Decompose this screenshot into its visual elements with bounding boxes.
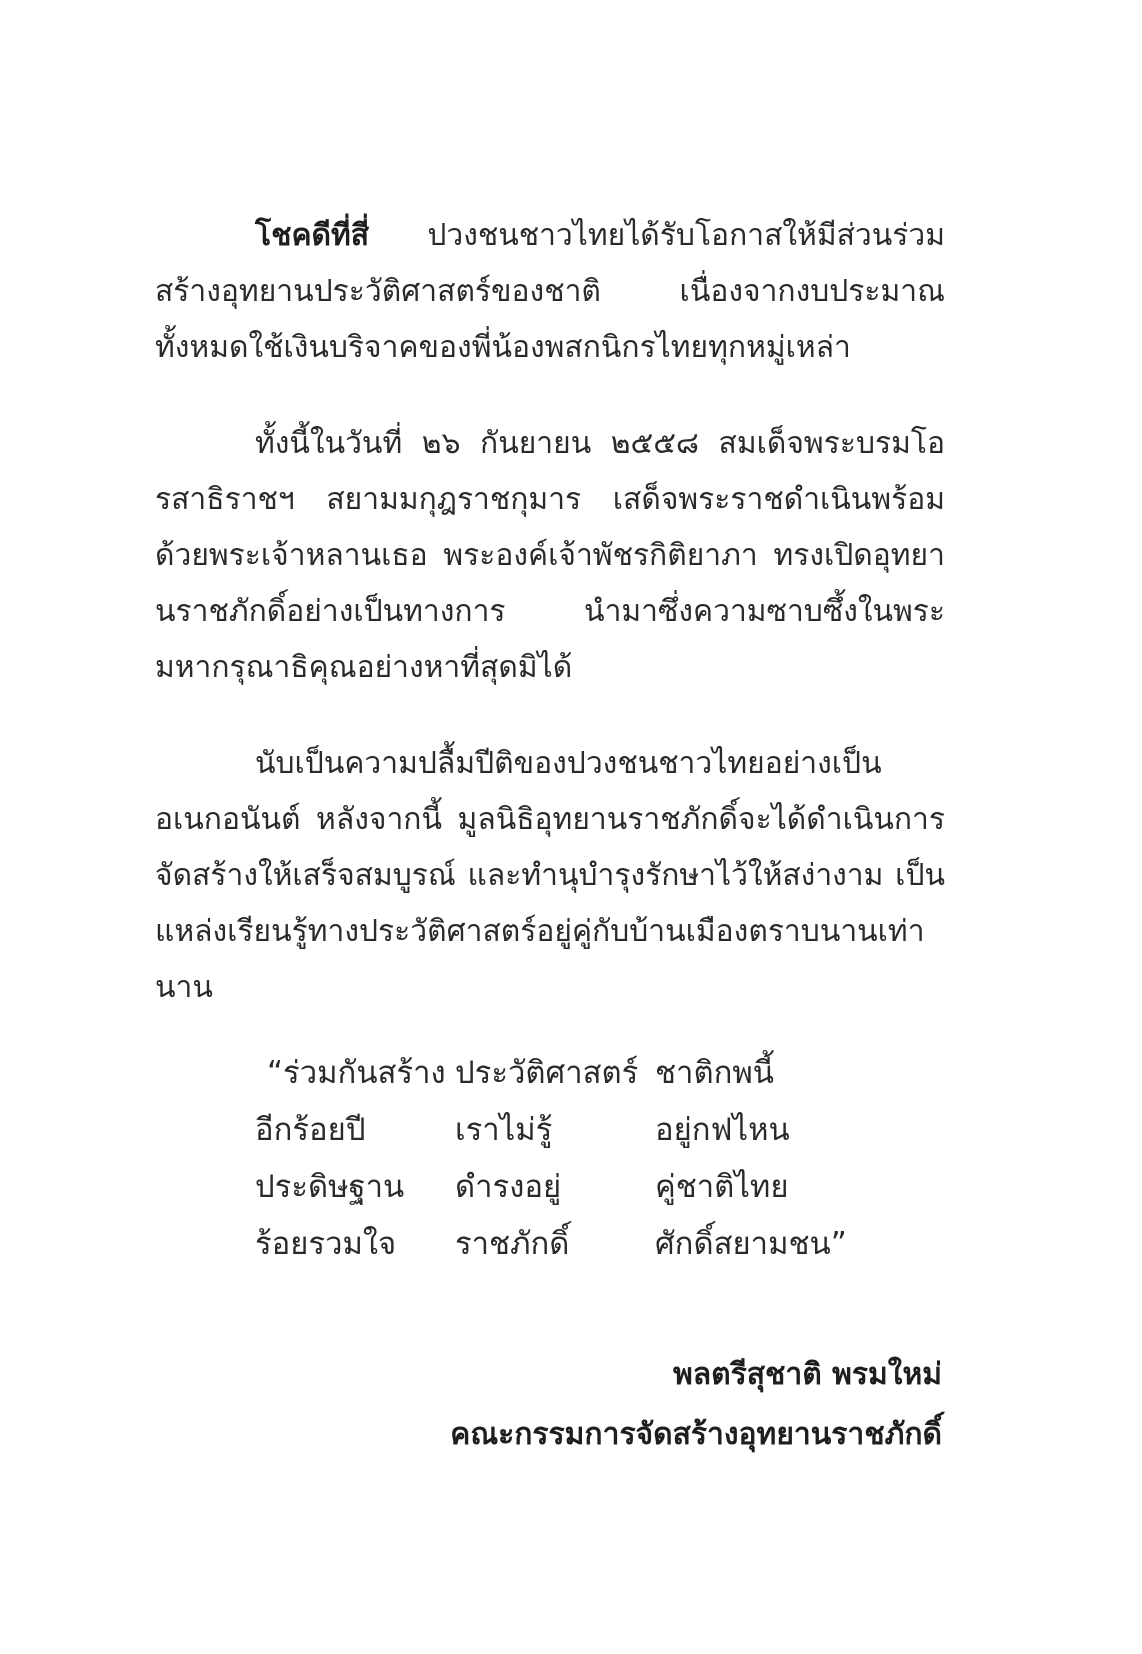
poem-verse: “ร่วมกันสร้าง <box>267 1055 446 1091</box>
poem-line <box>255 1045 895 1102</box>
poem-verse: ร้อยรวมใจ <box>255 1226 397 1262</box>
poem-line <box>255 1102 895 1159</box>
poem-verse: ศักดิ์สยามชน” <box>655 1226 847 1262</box>
signature-position: คณะกรรมการจัดสร้างอุทยานราชภักดิ์ <box>450 1417 942 1452</box>
poem-verse: ประดิษฐาน <box>255 1169 405 1205</box>
paragraph-text: ปวงชนชาวไทยได้รับโอกาสให้มีส่วนร่วมสร้างอุทยานประวัติศาสตร์ของชาติ เนื่องจากงบประมาณทั้งหมดใช้เงินบริจาคของพี่น้องพสกนิกรไทยทุกหมู่เหล่า <box>155 218 945 365</box>
poem-verse: ราชภักดิ์ <box>455 1226 570 1262</box>
signature-name: พลตรีสุชาติ พรมใหม่ <box>672 1357 942 1392</box>
poem-verse: เราไม่รู้ <box>455 1112 553 1148</box>
poem-verse: คู่ชาติไทย <box>655 1169 789 1205</box>
poem-verse: อยู่กฟไหน <box>655 1112 790 1148</box>
poem <box>255 1045 895 1273</box>
poem-verse: ประวัติศาสตร์ <box>455 1055 639 1091</box>
poem-verse: ชาติกพนี้ <box>655 1055 774 1091</box>
paragraph-lead: โชคดีที่สี่ <box>255 218 370 253</box>
paragraph-2: ทั้งนี้ในวันที่ ๒๖ กันยายน ๒๕๕๘ สมเด็จพระบรมโอรสาธิราชฯ สยามมกุฎราชกุมาร เสด็จพระราชดำเนินพร้อมด้วยพระเจ้าหลานเธอ พระองค์เจ้าพัชรกิติยาภา ทรงเปิดอุทยานราชภักดิ์อย่างเป็นทางการ นำมาซึ่งความซาบซึ้งในพระมหากรุณาธิคุณอย่างหาที่สุดมิได้ <box>155 426 945 685</box>
paragraph-3: นับเป็นความปลื้มปีติของปวงชนชาวไทยอย่างเป็นอเนกอนันต์ หลังจากนี้ มูลนิธิอุทยานราชภักดิ์จะได้ดำเนินการจัดสร้างให้เสร็จสมบูรณ์ และทำนุบำรุงรักษาไว้ให้สง่างาม เป็นแหล่งเรียนรู้ทางประวัติศาสตร์อยู่คู่กับบ้านเมืองตราบนานเท่านาน <box>155 746 945 1005</box>
poem-line <box>255 1216 895 1273</box>
paragraph-1 <box>155 208 945 376</box>
poem-verse: อีกร้อยปี <box>255 1112 366 1148</box>
poem-line <box>255 1159 895 1216</box>
signature-block <box>450 1345 942 1465</box>
poem-verse: ดำรงอยู่ <box>455 1169 562 1205</box>
